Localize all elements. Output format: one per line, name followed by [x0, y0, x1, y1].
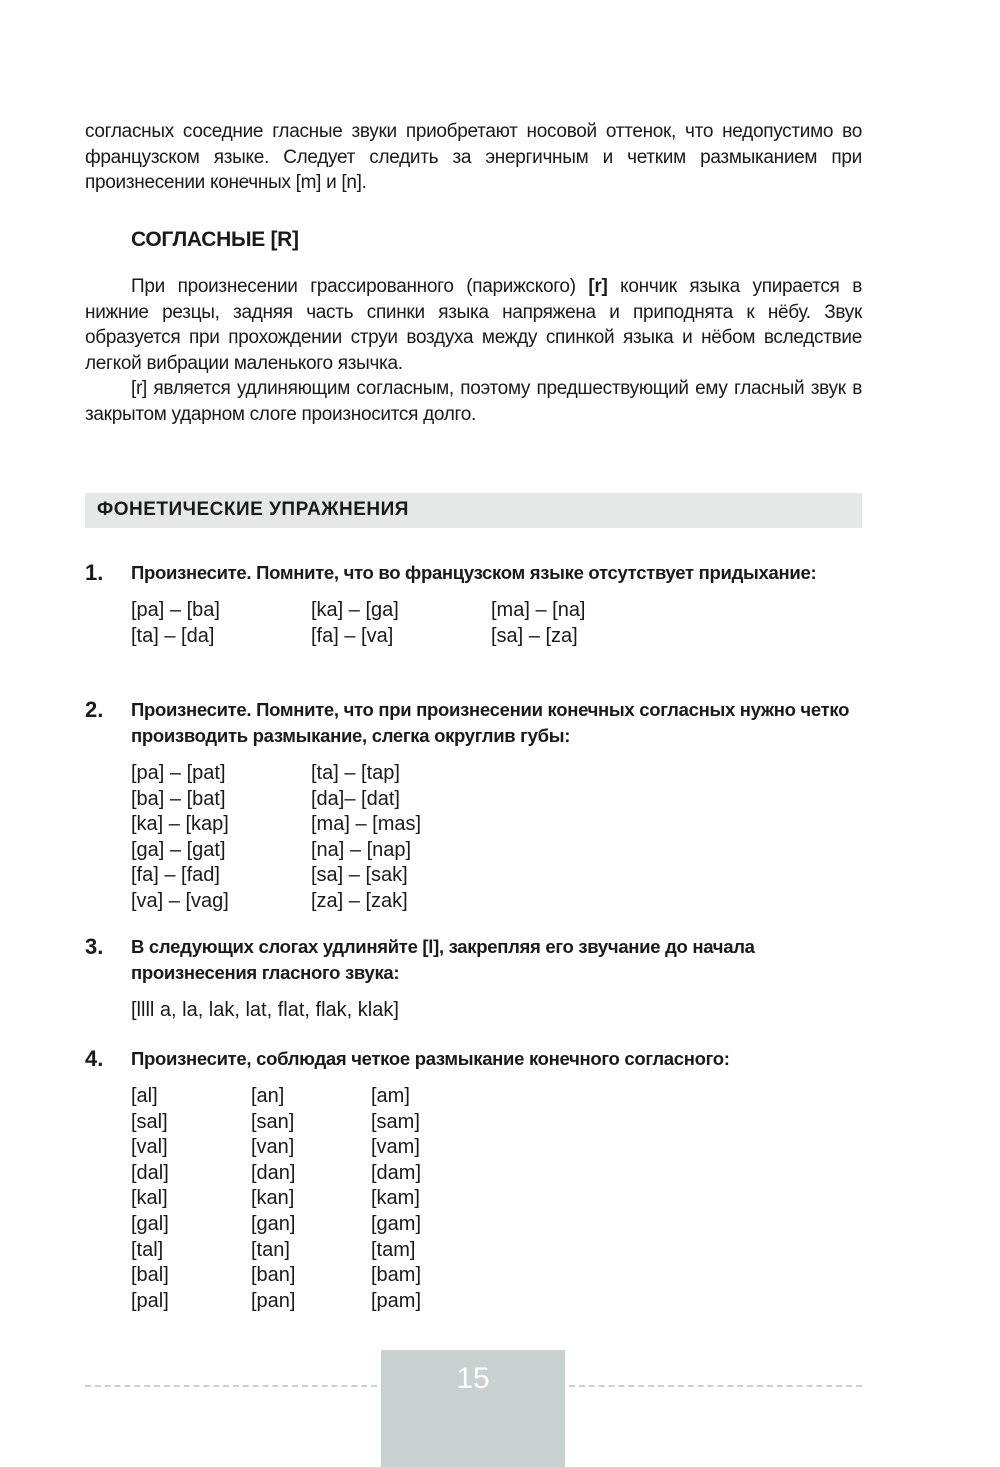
exercise-item: [ma] – [na]: [491, 599, 586, 621]
exercise-item: [vam]: [371, 1136, 420, 1159]
exercise-item: [ban]: [251, 1264, 296, 1287]
exercise-item: [pan]: [251, 1289, 296, 1312]
bold-symbol: [r]: [588, 276, 608, 297]
exercise-item: [sa] – [za]: [491, 624, 578, 647]
exercise-item: [gam]: [371, 1212, 422, 1235]
exercise-item: [za] – [zak]: [311, 889, 408, 912]
exercise-items: [131, 998, 862, 1024]
exercise-item: [ga] – [gat]: [131, 838, 226, 861]
text: При произнесении грассированного (парижского): [131, 276, 589, 297]
exercise-number: 1.: [85, 560, 104, 585]
paragraph-text: согласных соседние гласные звуки приобретают носовой оттенок, что недопустимо во французском языке. Следует следить за энергичным и четким размыканием при произнесении конечных [m] и [n].: [85, 121, 862, 193]
exercise-item: [val]: [131, 1136, 168, 1159]
exercise-item: [ka] – [kap]: [131, 813, 229, 836]
exercise-item: [pa] – [ba]: [131, 599, 220, 621]
exercise-item: [gal]: [131, 1212, 169, 1235]
paragraph-r-lengthening: [r] является удлиняющим согласным, поэтому предшествующий ему гласный звук в закрытом ударном слоге произносится долго.: [85, 378, 862, 425]
exercise-item: [ta] – [tap]: [311, 762, 400, 784]
exercise-item: [va] – [vag]: [131, 889, 229, 912]
exercise-item: [fa] – [fad]: [131, 864, 220, 887]
exercise-item: [kam]: [371, 1187, 420, 1210]
paragraph-r-articulation: [85, 274, 862, 376]
exercises-title: ФОНЕТИЧЕСКИЕ УПРАЖНЕНИЯ: [97, 499, 409, 520]
text: кончик языка упирается в нижние резцы, задняя часть спинки языка напряжена и приподнята к нёбу. Звук образуется при прохождении струи воздуха между спинкой языка и нёбом вследствие легкой вибрации маленького язычка.: [85, 276, 862, 374]
exercise-item: [san]: [251, 1110, 295, 1133]
exercise-instruction: Произнесите, соблюдая четкое размыкание конечного согласного:: [131, 1048, 730, 1069]
exercise-item: [tam]: [371, 1238, 416, 1261]
exercise-item: [tan]: [251, 1238, 290, 1261]
exercises-title-bar: [85, 493, 862, 528]
exercise-3: [85, 934, 862, 1024]
exercise-item: [pam]: [371, 1289, 422, 1312]
exercise-item: [gan]: [251, 1212, 296, 1235]
exercise-item: [na] – [nap]: [311, 838, 412, 861]
exercise-item: [kal]: [131, 1187, 168, 1210]
exercise-instruction: В следующих слогах удлиняйте [l], закрепляя его звучание до начала произнесения гласного звука:: [131, 936, 755, 983]
section-body: [85, 274, 862, 427]
exercise-items: [131, 761, 862, 915]
exercise-item: [sal]: [131, 1110, 168, 1133]
exercise-item: [van]: [251, 1136, 295, 1159]
exercise-instruction: Произнесите. Помните, что во французском языке отсутствует придыхание:: [131, 562, 817, 583]
exercise-item: [bam]: [371, 1264, 422, 1287]
exercise-item: [an]: [251, 1085, 285, 1107]
exercise-number: 2.: [85, 697, 104, 722]
exercise-item: [am]: [371, 1085, 410, 1107]
page-number-box: [381, 1350, 565, 1467]
exercise-item: [tal]: [131, 1238, 164, 1261]
exercise-item: [ma] – [mas]: [311, 813, 422, 836]
exercise-number: 3.: [85, 934, 104, 959]
intro-paragraph: [85, 119, 862, 196]
exercise-item: [ba] – [bat]: [131, 787, 226, 810]
exercise-item: [fa] – [va]: [311, 624, 394, 647]
exercise-item: [llll a, la, lak, lat, flat, flak, klak]: [131, 999, 399, 1021]
exercise-item: [pal]: [131, 1289, 169, 1312]
exercise-item: [ta] – [da]: [131, 624, 215, 647]
exercise-item: [dan]: [251, 1161, 296, 1184]
exercise-4: [85, 1046, 862, 1314]
exercise-item: [dam]: [371, 1161, 422, 1184]
exercise-item: [al]: [131, 1085, 158, 1107]
exercise-item: [da]– [dat]: [311, 787, 400, 810]
exercise-item: [bal]: [131, 1264, 169, 1287]
exercise-item: [pa] – [pat]: [131, 762, 226, 784]
exercise-item: [dal]: [131, 1161, 169, 1184]
section-heading: СОГЛАСНЫЕ [R]: [131, 228, 299, 251]
exercise-item: [sa] – [sak]: [311, 864, 408, 887]
exercise-items: [131, 598, 862, 649]
exercise-items: [131, 1084, 862, 1314]
footer-dashed-line-left: [85, 1385, 377, 1387]
exercise-1: [85, 560, 862, 649]
exercise-2: [85, 697, 862, 915]
exercise-item: [ka] – [ga]: [311, 599, 399, 621]
exercise-instruction: Произнесите. Помните, что при произнесении конечных согласных нужно четко производить размыкание, слегка округлив губы:: [131, 699, 850, 746]
exercise-item: [sam]: [371, 1110, 420, 1133]
exercise-number: 4.: [85, 1046, 104, 1071]
exercise-item: [kan]: [251, 1187, 295, 1210]
page-number: 15: [456, 1362, 490, 1395]
footer-dashed-line-right: [569, 1385, 862, 1387]
